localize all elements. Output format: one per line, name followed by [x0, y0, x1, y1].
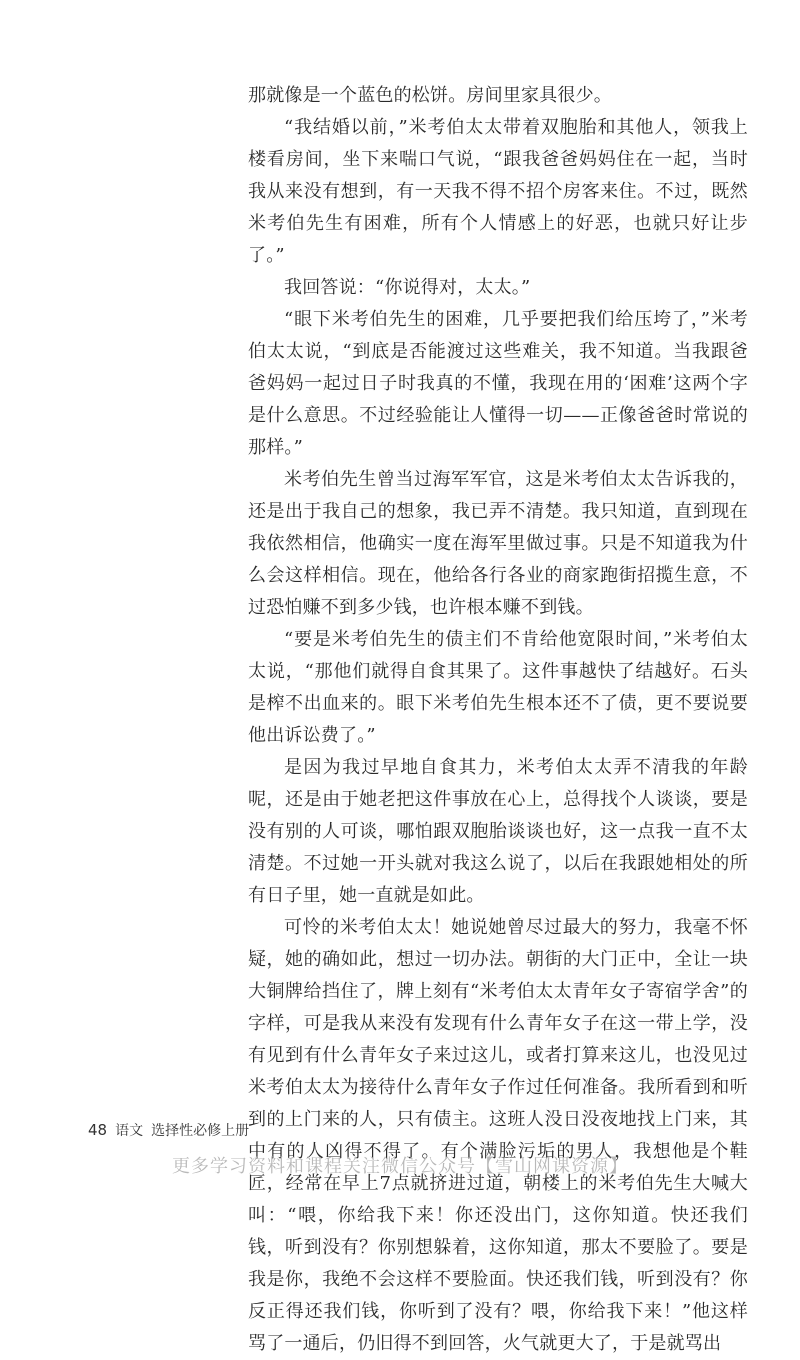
paragraph: 我回答说：“你说得对，太太。” — [284, 277, 531, 298]
watermark-text: 更多学习资料和课程关注微信公众号【雪山网课资源】 — [172, 1156, 628, 1177]
paragraph: “我结婚以前，”米考伯太太带着双胞胎和其他人，领我上楼看房间，坐下来喘口气说，“跟我爸爸妈妈住在一起，当时我从来没有想到，有一天我不得不招个房客来住。不过，既然米考伯先生有困难，所有个人情感上的好恶，也就只好让步了。” — [248, 117, 748, 266]
paragraph: “要是米考伯先生的债主们不肯给他宽限时间，”米考伯太太说，“那他们就得自食其果了。这件事越快了结越好。石头是榨不出血来的。眼下米考伯先生根本还不了债，更不要说要他出诉讼费了。” — [248, 629, 748, 746]
paragraph: 是因为我过早地自食其力，米考伯太太弄不清我的年龄呢，还是由于她老把这件事放在心上，总得找个人谈谈，要是没有别的人可谈，哪怕跟双胞胎谈谈也好，这一点我一直不太清楚。不过她一开头就对我这么说了，以后在我跟她相处的所有日子里，她一直就是如此。 — [248, 757, 748, 906]
book-subtitle: 选择性必修上册 — [151, 1123, 250, 1139]
paragraph: 可怜的米考伯太太！她说她曾尽过最大的努力，我毫不怀疑，她的确如此，想过一切办法。朝街的大门正中，全让一块大铜牌给挡住了，牌上刻有“米考伯太太青年女子寄宿学舍”的字样，可是我从来没有发现有什么青年女子在这一带上学，没有见到有什么青年女子来过这儿，或者打算来这儿，也没见过米考伯太太为接待什么青年女子作过任何准备。我所看到和听到的上门来的人，只有债主。这班人没日没夜地找上门来，其中有的人凶得不得了。有个满脸污垢的男人，我想他是个鞋匠，经常在早上7点就挤进过道，朝楼上的米考伯先生大喊大叫：“喂，你给我下来！你还没出门，这你知道。快还我们钱，听到没有？你别想躲着，这你知道，那太不要脸了。要是我是你，我绝不会这样不要脸面。快还我们钱，听到没有？你反正得还我们钱，你听到了没有？喂，你给我下来！”他这样骂了一通后，仍旧得不到回答，火气就更大了，于是就骂出 — [248, 917, 748, 1354]
book-title: 语文 — [115, 1123, 144, 1139]
paragraph: “眼下米考伯先生的困难，几乎要把我们给压垮了，”米考伯太太说，“到底是否能渡过这些难关，我不知道。当我跟爸爸妈妈一起过日子时我真的不懂，我现在用的‘困难’这两个字是什么意思。不过经验能让人懂得一切——正像爸爸时常说的那样。” — [248, 309, 748, 458]
page-footer — [88, 1120, 249, 1140]
page-number: 48 — [88, 1121, 108, 1139]
paragraph: 那就像是一个蓝色的松饼。房间里家具很少。 — [248, 85, 612, 106]
paragraph: 米考伯先生曾当过海军军官，这是米考伯太太告诉我的，还是出于我自己的想象，我已弄不清楚。我只知道，直到现在我依然相信，他确实一度在海军里做过事。只是不知道我为什么会这样相信。现在，他给各行各业的商家跑街招揽生意，不过恐怕赚不到多少钱，也许根本赚不到钱。 — [248, 469, 748, 618]
